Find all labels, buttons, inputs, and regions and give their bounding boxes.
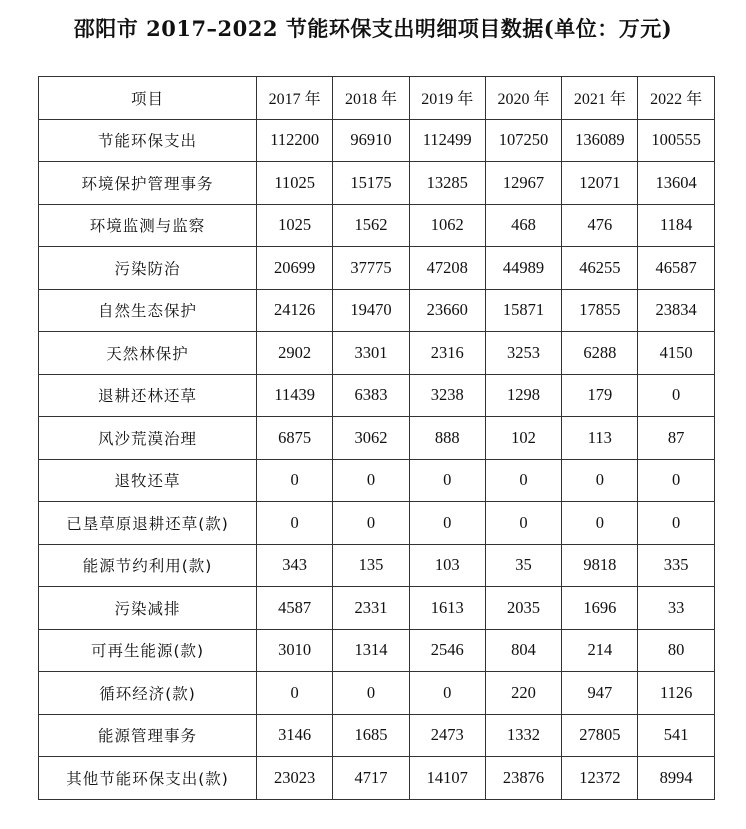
row-value-cell: 1062: [409, 204, 485, 247]
row-value-cell: 343: [257, 544, 333, 587]
table-row: [39, 332, 715, 375]
table-row: [39, 629, 715, 672]
table-row: [39, 289, 715, 332]
table-row: [39, 374, 715, 417]
row-value-cell: 0: [638, 459, 714, 502]
row-value-cell: 6288: [562, 332, 638, 375]
row-value-cell: 214: [562, 629, 638, 672]
row-value-cell: 80: [638, 629, 714, 672]
row-value-cell: 2316: [409, 332, 485, 375]
row-item-name: 其他节能环保支出(款): [39, 757, 257, 800]
row-value-cell: 888: [409, 417, 485, 460]
row-value-cell: 0: [409, 502, 485, 545]
row-value-cell: 11439: [257, 374, 333, 417]
row-value-cell: 4587: [257, 587, 333, 630]
column-header-item: 项目: [39, 77, 257, 120]
row-item-name: 环境监测与监察: [39, 204, 257, 247]
row-value-cell: 27805: [562, 714, 638, 757]
row-value-cell: 476: [562, 204, 638, 247]
row-value-cell: 6383: [333, 374, 409, 417]
row-value-cell: 112200: [257, 119, 333, 162]
row-value-cell: 8994: [638, 757, 714, 800]
row-item-name: 退牧还草: [39, 459, 257, 502]
column-header-2022: 2022 年: [638, 77, 714, 120]
row-value-cell: 135: [333, 544, 409, 587]
table-row: [39, 714, 715, 757]
row-value-cell: 112499: [409, 119, 485, 162]
row-value-cell: 3062: [333, 417, 409, 460]
table-row: [39, 459, 715, 502]
row-item-name: 环境保护管理事务: [39, 162, 257, 205]
row-value-cell: 1562: [333, 204, 409, 247]
row-value-cell: 1613: [409, 587, 485, 630]
row-value-cell: 0: [333, 502, 409, 545]
table-row: [39, 247, 715, 290]
table-row: [39, 757, 715, 800]
table-row: [39, 544, 715, 587]
row-value-cell: 100555: [638, 119, 714, 162]
row-value-cell: 2902: [257, 332, 333, 375]
row-value-cell: 12967: [485, 162, 561, 205]
row-value-cell: 0: [257, 672, 333, 715]
row-value-cell: 23660: [409, 289, 485, 332]
row-value-cell: 2473: [409, 714, 485, 757]
table-row: [39, 204, 715, 247]
row-item-name: 风沙荒漠治理: [39, 417, 257, 460]
row-value-cell: 15175: [333, 162, 409, 205]
row-item-name: 自然生态保护: [39, 289, 257, 332]
row-value-cell: 3146: [257, 714, 333, 757]
row-value-cell: 0: [562, 459, 638, 502]
row-value-cell: 13604: [638, 162, 714, 205]
row-value-cell: 23023: [257, 757, 333, 800]
row-value-cell: 1184: [638, 204, 714, 247]
row-item-name: 能源节约利用(款): [39, 544, 257, 587]
row-value-cell: 1298: [485, 374, 561, 417]
row-value-cell: 23834: [638, 289, 714, 332]
row-value-cell: 15871: [485, 289, 561, 332]
row-value-cell: 1696: [562, 587, 638, 630]
column-header-2020: 2020 年: [485, 77, 561, 120]
row-item-name: 可再生能源(款): [39, 629, 257, 672]
row-value-cell: 0: [638, 374, 714, 417]
table-row: [39, 119, 715, 162]
row-value-cell: 0: [485, 459, 561, 502]
row-value-cell: 0: [562, 502, 638, 545]
row-value-cell: 103: [409, 544, 485, 587]
row-value-cell: 96910: [333, 119, 409, 162]
row-item-name: 节能环保支出: [39, 119, 257, 162]
row-value-cell: 468: [485, 204, 561, 247]
row-value-cell: 2331: [333, 587, 409, 630]
row-value-cell: 3238: [409, 374, 485, 417]
row-item-name: 退耕还林还草: [39, 374, 257, 417]
row-item-name: 已垦草原退耕还草(款): [39, 502, 257, 545]
table-row: [39, 672, 715, 715]
row-value-cell: 46255: [562, 247, 638, 290]
row-value-cell: 113: [562, 417, 638, 460]
row-value-cell: 46587: [638, 247, 714, 290]
row-value-cell: 1025: [257, 204, 333, 247]
row-value-cell: 0: [257, 502, 333, 545]
table-body: [39, 119, 715, 799]
row-value-cell: 947: [562, 672, 638, 715]
column-header-2017: 2017 年: [257, 77, 333, 120]
row-value-cell: 102: [485, 417, 561, 460]
row-value-cell: 0: [333, 672, 409, 715]
row-value-cell: 4150: [638, 332, 714, 375]
row-value-cell: 1126: [638, 672, 714, 715]
expenditure-table: [38, 76, 715, 800]
row-item-name: 污染防治: [39, 247, 257, 290]
table-row: [39, 417, 715, 460]
row-value-cell: 33: [638, 587, 714, 630]
row-item-name: 污染减排: [39, 587, 257, 630]
row-value-cell: 11025: [257, 162, 333, 205]
row-value-cell: 17855: [562, 289, 638, 332]
row-value-cell: 6875: [257, 417, 333, 460]
row-value-cell: 23876: [485, 757, 561, 800]
row-value-cell: 24126: [257, 289, 333, 332]
row-value-cell: 37775: [333, 247, 409, 290]
row-value-cell: 3010: [257, 629, 333, 672]
row-value-cell: 13285: [409, 162, 485, 205]
row-value-cell: 1685: [333, 714, 409, 757]
row-value-cell: 20699: [257, 247, 333, 290]
row-value-cell: 87: [638, 417, 714, 460]
row-value-cell: 0: [257, 459, 333, 502]
row-value-cell: 804: [485, 629, 561, 672]
row-value-cell: 0: [409, 672, 485, 715]
row-value-cell: 1332: [485, 714, 561, 757]
column-header-2021: 2021 年: [562, 77, 638, 120]
row-value-cell: 4717: [333, 757, 409, 800]
row-value-cell: 220: [485, 672, 561, 715]
row-value-cell: 541: [638, 714, 714, 757]
row-value-cell: 12071: [562, 162, 638, 205]
table-row: [39, 162, 715, 205]
row-value-cell: 136089: [562, 119, 638, 162]
table-row: [39, 502, 715, 545]
row-value-cell: 0: [333, 459, 409, 502]
row-value-cell: 0: [638, 502, 714, 545]
table-row: [39, 587, 715, 630]
row-value-cell: 2035: [485, 587, 561, 630]
row-item-name: 天然林保护: [39, 332, 257, 375]
row-item-name: 循环经济(款): [39, 672, 257, 715]
table-header-row: [39, 77, 715, 120]
row-value-cell: 19470: [333, 289, 409, 332]
row-value-cell: 3301: [333, 332, 409, 375]
row-value-cell: 179: [562, 374, 638, 417]
column-header-2019: 2019 年: [409, 77, 485, 120]
row-value-cell: 3253: [485, 332, 561, 375]
row-value-cell: 14107: [409, 757, 485, 800]
row-value-cell: 0: [409, 459, 485, 502]
row-value-cell: 35: [485, 544, 561, 587]
row-value-cell: 9818: [562, 544, 638, 587]
row-value-cell: 12372: [562, 757, 638, 800]
row-value-cell: 47208: [409, 247, 485, 290]
column-header-2018: 2018 年: [333, 77, 409, 120]
row-value-cell: 0: [485, 502, 561, 545]
row-value-cell: 335: [638, 544, 714, 587]
page-title: 邵阳市 2017–2022 节能环保支出明细项目数据(单位：万元): [73, 16, 673, 41]
row-value-cell: 107250: [485, 119, 561, 162]
row-value-cell: 2546: [409, 629, 485, 672]
row-item-name: 能源管理事务: [39, 714, 257, 757]
row-value-cell: 44989: [485, 247, 561, 290]
row-value-cell: 1314: [333, 629, 409, 672]
